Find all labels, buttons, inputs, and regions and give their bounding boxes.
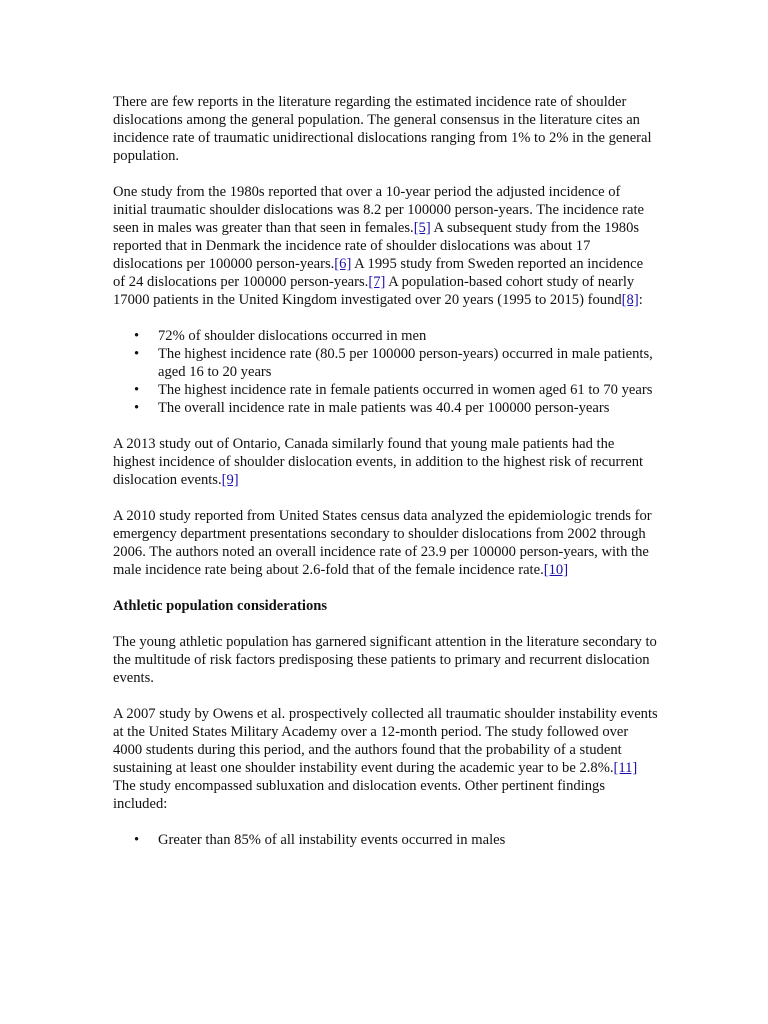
paragraph-general-consensus: There are few reports in the literature regarding the estimated incidence rate of shoulder dislocations among the general population. The general consensus in the literature cites an incidence rate of traumatic unidirectional dislocations ranging from 1% to 2% in the general population.: [113, 94, 652, 164]
paragraph-text: A population-based cohort study of nearly 17000 patients in the United Kingdom investigated over 20 years (1995 to 2015) found: [113, 274, 635, 308]
paragraph-1980s-study: [113, 183, 658, 309]
reference-link-11[interactable]: [11]: [613, 760, 638, 776]
paragraph-text: A 2013 study out of Ontario, Canada similarly found that young male patients had the highest incidence of shoulder dislocation events, in addition to the highest risk of recurrent dislocation events.: [113, 436, 644, 488]
list-item: • 72% of shoulder dislocations occurred in men: [158, 327, 658, 345]
paragraph-text: A 2007 study by Owens et al. prospectively collected all traumatic shoulder instability events at the United States Military Academy over a 12-month period. The study followed over 4000 students during this period, and the authors found that the probability of a student sustaining at least one shoulder instability event during the academic year to be 2.8%.: [113, 706, 658, 776]
list-item: • The highest incidence rate in female patients occurred in women aged 61 to 70 years: [158, 381, 658, 399]
paragraph-text: :: [638, 292, 643, 308]
reference-link-10[interactable]: [10]: [543, 562, 569, 578]
bullet-list-uk-findings: [113, 327, 658, 417]
paragraph-ontario-study: [113, 435, 658, 489]
list-item: • The highest incidence rate (80.5 per 100000 person-years) occurred in male patients, aged 16 to 20 years: [158, 345, 658, 381]
reference-link-8[interactable]: [8]: [621, 292, 639, 308]
paragraph-text: A subsequent study from the 1980s reported that in Denmark the incidence rate of shoulder dislocations was about 17 dislocations per 100000 person-years.: [113, 220, 640, 272]
reference-link-7[interactable]: [7]: [368, 274, 386, 290]
list-item: • The overall incidence rate in male patients was 40.4 per 100000 person-years: [158, 399, 658, 417]
list-item: • Greater than 85% of all instability events occurred in males: [158, 831, 658, 849]
paragraph-text: One study from the 1980s reported that over a 10-year period the adjusted incidence of initial traumatic shoulder dislocations was 8.2 per 100000 person-years. The incidence rate seen in males was greater than that seen in females.: [113, 184, 645, 236]
paragraph-athletic-population: The young athletic population has garnered significant attention in the literature secondary to the multitude of risk factors predisposing these patients to primary and recurrent dislocation events.: [113, 634, 657, 686]
reference-link-5[interactable]: [5]: [413, 220, 431, 236]
paragraph-text: The study encompassed subluxation and dislocation events. Other pertinent findings included:: [113, 778, 606, 812]
document-page: [113, 93, 658, 867]
paragraph-text: A 2010 study reported from United States census data analyzed the epidemiologic trends for emergency department presentations secondary to shoulder dislocations from 2002 through 2006. The authors noted an overall incidence rate of 23.9 per 100000 person-years, with the male incidence rate being about 2.6-fold that of the female incidence rate.: [113, 508, 652, 578]
bullet-list-owens-findings: [113, 831, 658, 849]
reference-link-9[interactable]: [9]: [221, 472, 239, 488]
paragraph-census-study: [113, 507, 658, 579]
paragraph-text: A 1995 study from Sweden reported an incidence of 24 dislocations per 100000 person-years.: [113, 256, 644, 290]
paragraph-owens-study: [113, 705, 658, 813]
reference-link-6[interactable]: [6]: [334, 256, 352, 272]
section-heading-athletic: Athletic population considerations: [113, 598, 328, 614]
